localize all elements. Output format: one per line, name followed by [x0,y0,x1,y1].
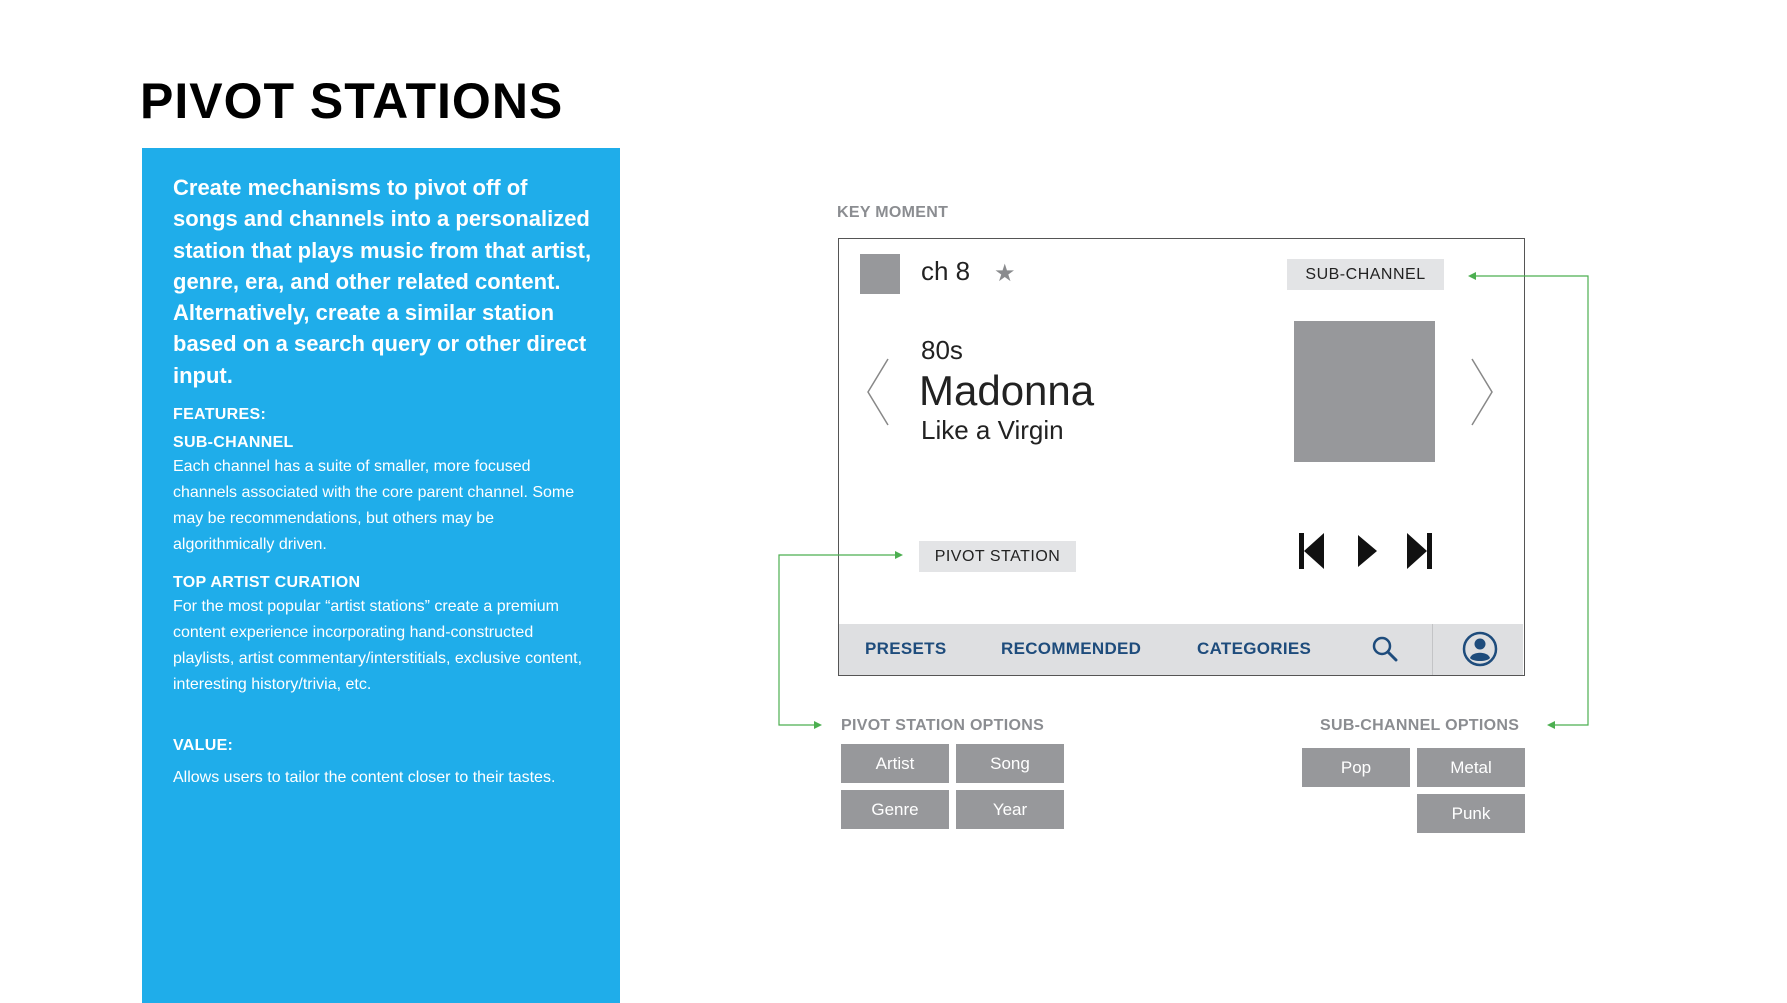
value-heading: VALUE: [173,737,234,754]
value-text: Allows users to tailor the content closer to their tastes. [173,769,556,786]
pivot-station-button[interactable]: PIVOT STATION [919,541,1076,572]
features-heading: FEATURES: [173,406,267,423]
top-artist-text: For the most popular “artist stations” create a premium content experience incorporating hand-constructed playlists, artist commentary/interstitials, exclusive content, interesting history/trivia, etc. [173,598,583,693]
subchannel-options-label: SUB-CHANNEL OPTIONS [1320,717,1520,734]
track-artist: Madonna [919,367,1095,414]
nav-presets[interactable]: PRESETS [865,639,947,658]
top-artist-heading: TOP ARTIST CURATION [173,574,361,591]
subchannel-option-metal[interactable]: Metal [1417,748,1525,787]
nav-categories[interactable]: CATEGORIES [1197,639,1312,658]
pivot-option-genre[interactable]: Genre [841,790,949,829]
channel-number: ch 8 [921,256,971,286]
pivot-option-song[interactable]: Song [956,744,1064,783]
subchannel-text: Each channel has a suite of smaller, more focused channels associated with the core parent channel. Some may be recommendations, but others may be algorithmically driven. [173,458,575,553]
pivot-options-label: PIVOT STATION OPTIONS [841,717,1045,734]
intro-text: Create mechanisms to pivot off of songs and channels into a personalized station that plays music from that artist, genre, era, and other related content. Alternatively, create a similar station based on a search query or other direct input. [173,175,592,388]
subchannel-option-punk[interactable]: Punk [1417,794,1525,833]
track-era: 80s [921,335,963,365]
nav-recommended[interactable]: RECOMMENDED [1001,639,1142,658]
subchannel-heading: SUB-CHANNEL [173,434,294,451]
pivot-option-year[interactable]: Year [956,790,1064,829]
subchannel-option-pop[interactable]: Pop [1302,748,1410,787]
key-moment-label: KEY MOMENT [837,204,949,221]
subchannel-button[interactable]: SUB-CHANNEL [1287,259,1444,290]
star-icon[interactable]: ★ [994,260,1016,287]
page-title: PIVOT STATIONS [140,73,564,129]
track-title: Like a Virgin [921,415,1064,445]
pivot-option-artist[interactable]: Artist [841,744,949,783]
